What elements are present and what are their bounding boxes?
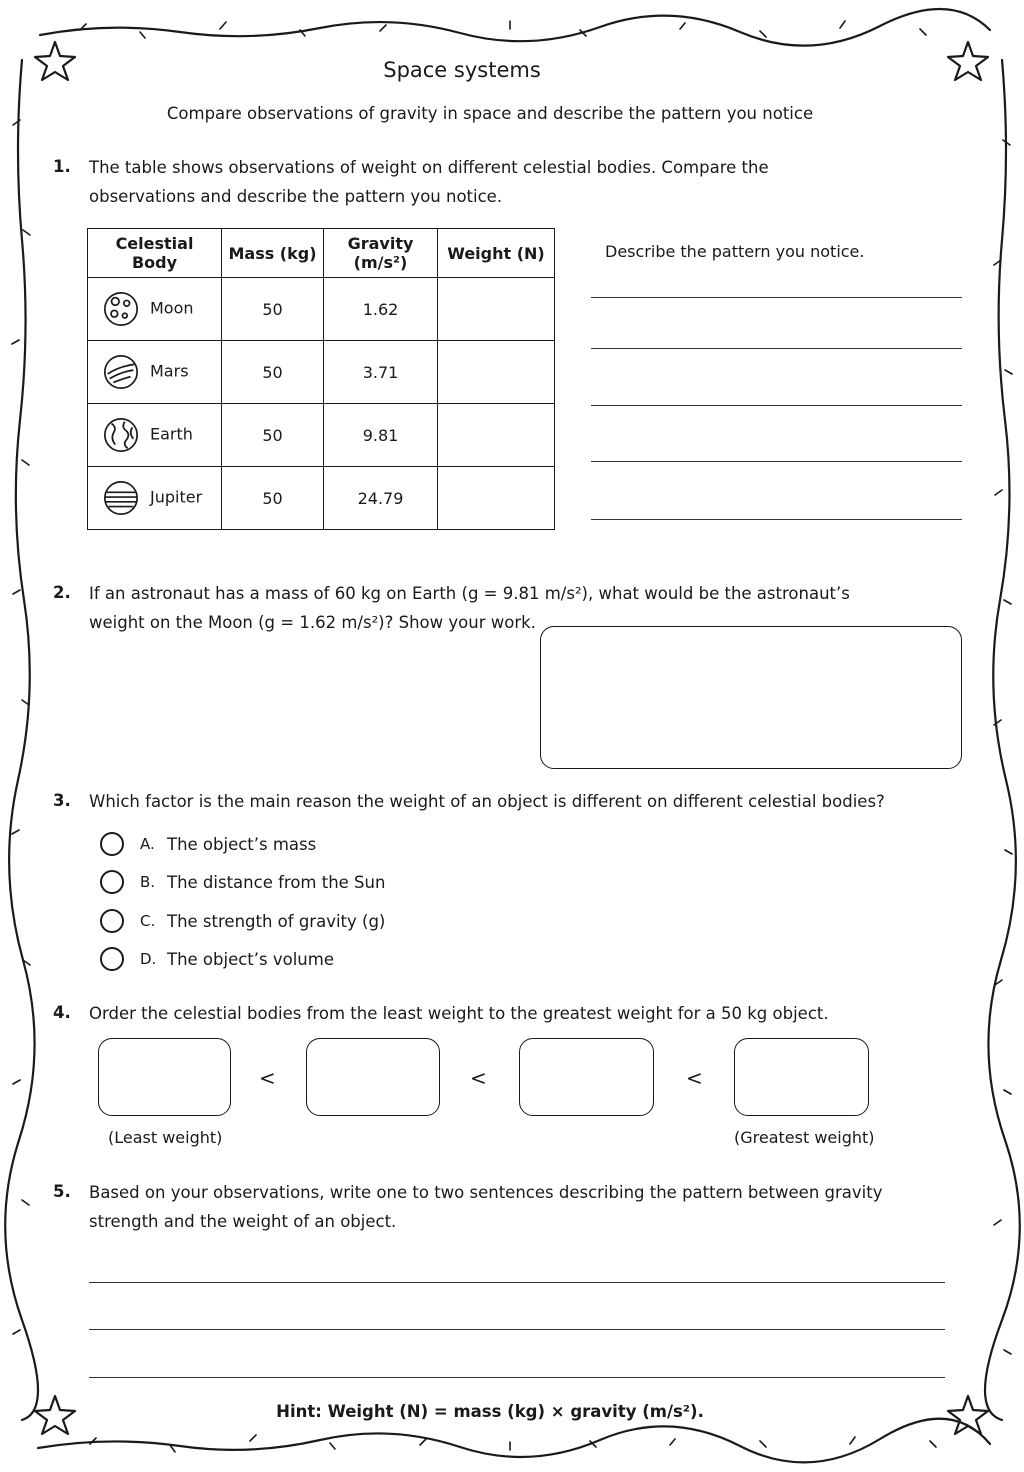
option-text: The object’s volume (167, 949, 334, 969)
q5-text (89, 1178, 882, 1236)
radio-circle[interactable] (100, 832, 124, 856)
header-celestial-body: Celestial Body (88, 229, 222, 278)
q5-number: 5. (53, 1182, 71, 1201)
less-than-symbol: < (470, 1066, 487, 1090)
header-gravity: Gravity (m/s²) (324, 229, 438, 278)
header-mass: Mass (kg) (222, 229, 324, 278)
body-name: Jupiter (150, 487, 203, 507)
body-cell (88, 278, 222, 341)
body-cell (88, 404, 222, 467)
q5-answer-line-3[interactable] (89, 1377, 945, 1378)
q4-text: Order the celestial bodies from the least weight to the greatest weight for a 50 kg object. (89, 1004, 829, 1023)
option-letter: C. (140, 912, 156, 930)
body-name: Mars (150, 361, 189, 381)
q5-answer-line-1[interactable] (89, 1282, 945, 1283)
q5-text-line1: Based on your observations, write one to two sentences describing the pattern between gravity (89, 1183, 883, 1202)
q1-answer-line-1[interactable] (591, 297, 962, 298)
weight-cell[interactable] (438, 341, 555, 404)
observations-table (87, 228, 555, 530)
q3-number: 3. (53, 791, 71, 810)
option-text: The distance from the Sun (167, 872, 386, 892)
body-cell (88, 341, 222, 404)
greatest-weight-label: (Greatest weight) (734, 1128, 875, 1147)
q1-answer-line-4[interactable] (591, 461, 962, 462)
earth-icon (102, 416, 140, 454)
gravity-cell: 1.62 (324, 278, 438, 341)
q3-option-b[interactable] (100, 870, 385, 894)
q2-work-box[interactable] (540, 626, 962, 769)
header-weight: Weight (N) (438, 229, 555, 278)
less-than-symbol: < (686, 1066, 703, 1090)
least-weight-label: (Least weight) (108, 1128, 223, 1147)
q5-answer-line-2[interactable] (89, 1329, 945, 1330)
body-name: Earth (150, 424, 193, 444)
table-header-row (88, 229, 555, 278)
radio-circle[interactable] (100, 947, 124, 971)
mars-icon (102, 353, 140, 391)
mass-cell: 50 (222, 341, 324, 404)
mass-cell: 50 (222, 278, 324, 341)
table-row (88, 404, 555, 467)
jupiter-icon (102, 479, 140, 517)
q2-number: 2. (53, 583, 71, 602)
gravity-cell: 24.79 (324, 467, 438, 530)
page-title: Space systems (383, 58, 541, 82)
option-letter: A. (140, 835, 155, 853)
option-letter: B. (140, 873, 156, 891)
table-row (88, 341, 555, 404)
q3-option-d[interactable] (100, 947, 334, 971)
q3-option-c[interactable] (100, 909, 385, 933)
gravity-cell: 9.81 (324, 404, 438, 467)
q1-text-line2: observations and describe the pattern you notice. (89, 187, 503, 206)
q1-answer-line-5[interactable] (591, 519, 962, 520)
body-cell (88, 467, 222, 530)
gravity-cell: 3.71 (324, 341, 438, 404)
q3-option-a[interactable] (100, 832, 316, 856)
table-row (88, 278, 555, 341)
q2-text-line1: If an astronaut has a mass of 60 kg on Earth (g = 9.81 m/s²), what would be the astronaut’s (89, 584, 850, 603)
order-box-1[interactable] (98, 1038, 231, 1116)
body-name: Moon (150, 298, 194, 318)
mass-cell: 50 (222, 404, 324, 467)
q1-answer-line-2[interactable] (591, 348, 962, 349)
weight-cell[interactable] (438, 404, 555, 467)
describe-pattern-label: Describe the pattern you notice. (605, 242, 865, 261)
q3-text: Which factor is the main reason the weight of an object is different on different celestial bodies? (89, 792, 885, 811)
order-box-2[interactable] (306, 1038, 440, 1116)
option-text: The strength of gravity (g) (167, 911, 386, 931)
order-box-4[interactable] (734, 1038, 869, 1116)
q4-number: 4. (53, 1003, 71, 1022)
order-box-3[interactable] (519, 1038, 654, 1116)
weight-cell[interactable] (438, 467, 555, 530)
radio-circle[interactable] (100, 870, 124, 894)
option-letter: D. (140, 950, 157, 968)
hint-text: Hint: Weight (N) = mass (kg) × gravity (m/s²). (276, 1402, 704, 1421)
moon-icon (102, 290, 140, 328)
weight-cell[interactable] (438, 278, 555, 341)
q1-number: 1. (53, 157, 71, 176)
q5-text-line2: strength and the weight of an object. (89, 1212, 397, 1231)
option-text: The object’s mass (167, 834, 317, 854)
radio-circle[interactable] (100, 909, 124, 933)
table-row (88, 467, 555, 530)
page-subtitle: Compare observations of gravity in space and describe the pattern you notice (166, 104, 814, 123)
q1-answer-line-3[interactable] (591, 405, 962, 406)
mass-cell: 50 (222, 467, 324, 530)
q2-text-line2: weight on the Moon (g = 1.62 m/s²)? Show your work. (89, 613, 536, 632)
q1-text (89, 153, 769, 211)
less-than-symbol: < (259, 1066, 276, 1090)
q1-text-line1: The table shows observations of weight on different celestial bodies. Compare the (89, 158, 769, 177)
